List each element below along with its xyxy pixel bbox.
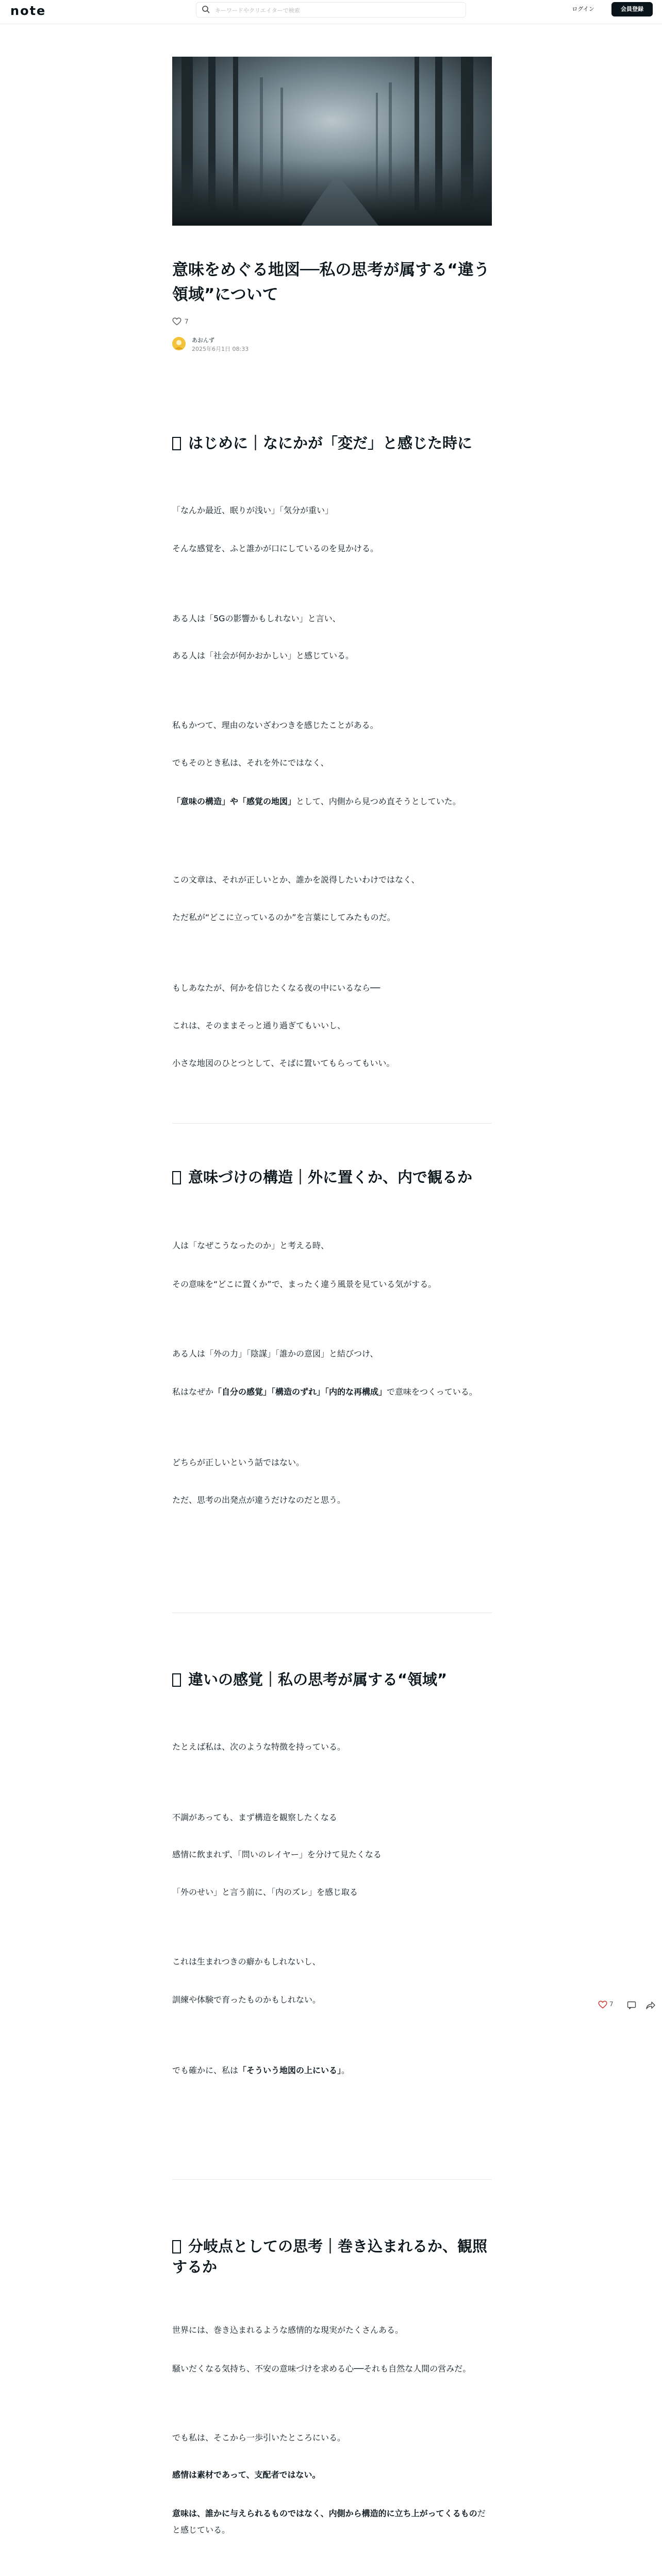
misty-forest-image (172, 57, 492, 226)
section-heading-text: 分岐点としての思考｜巻き込まれるか、観照するか (172, 2238, 488, 2276)
paragraph (172, 540, 492, 557)
paragraph-text: だと感じている。 (172, 2509, 486, 2535)
section-divider (172, 1123, 492, 1124)
author-name[interactable]: あおんず (192, 337, 214, 344)
site-header (0, 0, 662, 24)
avatar[interactable] (172, 337, 186, 350)
paragraph (172, 1992, 492, 2008)
paragraph (172, 980, 492, 996)
missing-glyph-icon (172, 1171, 181, 1184)
missing-glyph-icon (172, 2240, 181, 2253)
section-heading-text: 違いの感覚｜私の思考が属する“領域” (188, 1671, 448, 1688)
paragraph-text: 訓練や体験で育ったものかもしれない。 (172, 1995, 321, 2005)
paragraph-text: たとえば私は、次のような特徴を持っている。 (172, 1742, 346, 1752)
paragraph-text: これは、そのままそっと通り過ぎてもいいし、 (172, 1021, 346, 1030)
section-heading-text: 意味づけの構造｜外に置くか、内で観るか (188, 1168, 473, 1186)
paragraph-text: どちらが正しいという話ではない。 (172, 1458, 305, 1467)
paragraph (172, 2430, 492, 2446)
like-count: 7 (185, 318, 189, 325)
paragraph (172, 1809, 492, 1826)
paragraph-text: その意味を“どこに置くか”で、まったく違う風景を見ている気がする。 (172, 1279, 437, 1289)
paragraph-text: 人は「なぜこうなったのか」と考える時、 (172, 1241, 329, 1250)
paragraph-text: これは生まれつきの癖かもしれないし、 (172, 1957, 321, 1967)
section-heading (172, 1669, 492, 1690)
paragraph-text: 私もかつて、理由のないざわつきを感じたことがある。 (172, 720, 378, 730)
paragraph-text: ただ私が“どこに立っているのか”を言葉にしてみたものだ。 (172, 912, 395, 922)
emphasis-text: 「自分の感覚」「構造のずれ」「内的な再構成」 (213, 1387, 387, 1397)
paragraph (172, 1055, 492, 1072)
login-button[interactable]: ログイン (572, 6, 594, 12)
paragraph-text: そんな感覚を、ふと誰かが口にしているのを見かける。 (172, 544, 379, 553)
paragraph (172, 2361, 492, 2377)
paragraph (172, 1846, 492, 1863)
section-heading-text: はじめに｜なにかが「変だ」と感じた時に (188, 434, 473, 452)
paragraph (172, 1954, 492, 1970)
section-heading (172, 1167, 492, 1188)
share-icon[interactable] (646, 2001, 656, 2010)
like-count: 7 (609, 2001, 614, 2008)
paragraph-text: 小さな地図のひとつとして、そばに置いてもらってもいい。 (172, 1058, 395, 1068)
search-input[interactable] (214, 5, 458, 16)
paragraph-text: ある人は「5Gの影響かもしれない」と言い、 (172, 614, 341, 623)
paragraph-text: ただ、思考の出発点が違うだけなのだと思う。 (172, 1495, 346, 1505)
paragraph-text: でも私は、そこから一歩引いたところにいる。 (172, 2433, 346, 2443)
paragraph (172, 2062, 492, 2079)
section-heading (172, 433, 492, 453)
paragraph (172, 1276, 492, 1293)
paragraph (172, 1018, 492, 1034)
paragraph-text: もしあなたが、何かを信じたくなる夜の中にいるなら── (172, 983, 380, 993)
paragraph-text: 世界には、巻き込まれるような感情的な現実がたくさんある。 (172, 2325, 404, 2335)
paragraph-text: 「外のせい」と言う前に、「内のズレ」を感じ取る (172, 1887, 358, 1897)
missing-glyph-icon (172, 437, 181, 450)
comment-icon[interactable] (627, 2001, 636, 2009)
paragraph-text: この文章は、それが正しいとか、誰かを説得したいわけではなく、 (172, 875, 420, 885)
search-box[interactable] (196, 2, 466, 18)
paragraph-text: 感情に飲まれず、「問いのレイヤー」を分けて見たくなる (172, 1850, 382, 1859)
paragraph-text: ある人は「社会が何かおかしい」と感じている。 (172, 651, 354, 660)
paragraph (172, 611, 492, 627)
side-action-bar (598, 1999, 660, 2011)
paragraph (172, 1492, 492, 1509)
paragraph-text: 「なんか最近、眠りが浅い」「気分が重い」 (172, 505, 334, 515)
paragraph (172, 909, 492, 926)
paragraph-text: でも確かに、私は (172, 2065, 239, 2075)
search-icon (202, 5, 210, 13)
emphasis-text: 感情は素材であって、支配者ではない。 (172, 2470, 321, 2480)
paragraph-text: でもそのとき私は、それを外にではなく、 (172, 758, 329, 768)
published-date: 2025年6月1日 08:33 (192, 346, 249, 352)
paragraph (172, 717, 492, 734)
paragraph-text: 騒いだくなる気持ち、不安の意味づけを求める心──それも自然な人間の営みだ。 (172, 2364, 471, 2374)
paragraph (172, 2467, 492, 2483)
paragraph (172, 2322, 492, 2338)
heart-icon[interactable] (172, 317, 181, 326)
missing-glyph-icon (172, 1673, 181, 1687)
paragraph (172, 648, 492, 664)
paragraph (172, 1384, 492, 1400)
paragraph (172, 872, 492, 888)
note-logo[interactable]: note (10, 4, 46, 18)
paragraph-text: として、内側から見つめ直そうとしていた。 (296, 796, 461, 806)
emphasis-text: 意味は、誰かに与えられるものではなく、内側から構造的に立ち上がってくるもの (172, 2509, 477, 2518)
avatar-illustration-icon (172, 337, 186, 350)
section-divider (172, 2179, 492, 2180)
paragraph (172, 1346, 492, 1362)
emphasis-text: 「意味の構造」や「感覚の地図」 (172, 796, 296, 806)
paragraph (172, 1884, 492, 1901)
hero-image (172, 57, 492, 226)
paragraph-text: 。 (341, 2065, 350, 2075)
paragraph-text: 私はなぜか (172, 1387, 214, 1397)
paragraph (172, 793, 492, 810)
paragraph-text: で意味をつくっている。 (387, 1387, 477, 1397)
article-title: 意味をめぐる地図──私の思考が属する“違う領域”について (172, 261, 490, 304)
paragraph (172, 1454, 492, 1471)
paragraph (172, 1739, 492, 1755)
paragraph (172, 1238, 492, 1254)
heart-icon[interactable] (598, 2001, 607, 2009)
paragraph-text: 不調があっても、まず構造を観察したくなる (172, 1812, 337, 1822)
paragraph (172, 755, 492, 771)
paragraph-text: ある人は「外の力」「陰謀」「誰かの意図」と結びつけ、 (172, 1349, 378, 1359)
emphasis-text: 「そういう地図の上にいる」 (238, 2065, 342, 2075)
paragraph (172, 2505, 492, 2538)
signup-button[interactable]: 会員登録 (611, 2, 653, 16)
section-heading (172, 2236, 492, 2277)
author-info[interactable] (172, 337, 327, 354)
paragraph (172, 502, 492, 519)
